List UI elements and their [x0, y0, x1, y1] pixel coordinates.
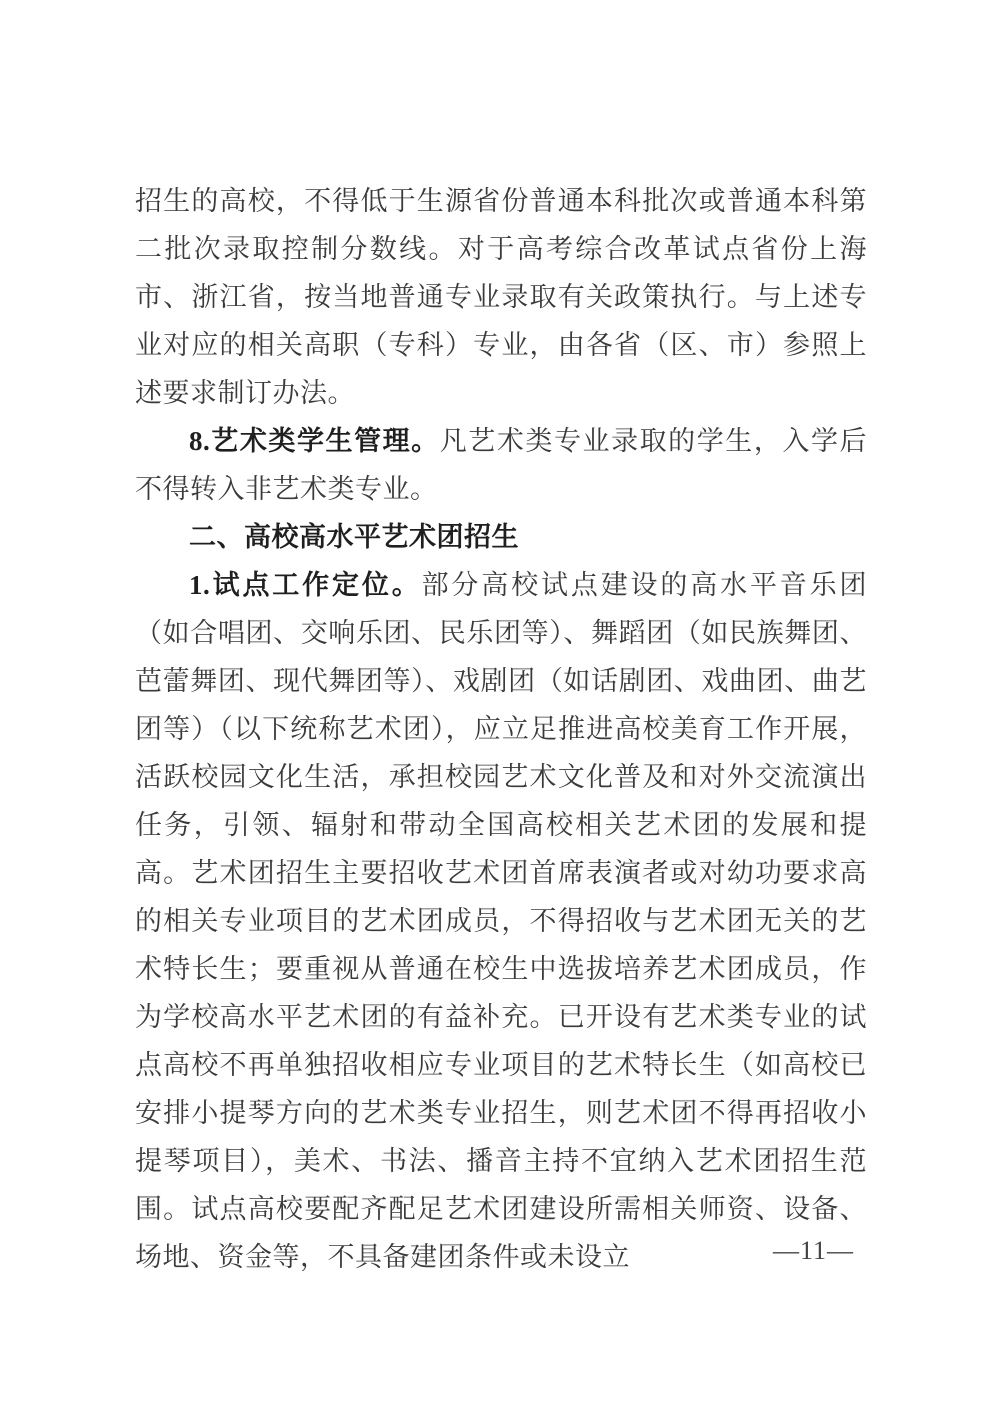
emphasis-text: 8.艺术类学生管理。 — [189, 426, 440, 456]
paragraph — [135, 177, 867, 417]
emphasis-text: 二、高校高水平艺术团招生 — [189, 522, 519, 552]
body-text: 部分高校试点建设的高水平音乐团（如合唱团、交响乐团、民乐团等）、舞蹈团（如民族舞团、芭蕾舞团、现代舞团等）、戏剧团（如话剧团、戏曲团、曲艺团等）（以下统称艺术团），应立足推进高校美育工作开展，活跃校园文化生活，承担校园艺术文化普及和对外交流演出任务，引领、辐射和带动全国高校相关艺术团的发展和提高。艺术团招生主要招收艺术团首席表演者或对幼功要求高的相关专业项目的艺术团成员，不得招收与艺术团无关的艺术特长生；要重视从普通在校生中选拔培养艺术团成员，作为学校高水平艺术团的有益补充。已开设有艺术类专业的试点高校不再单独招收相应专业项目的艺术特长生（如高校已安排小提琴方向的艺术类专业招生，则艺术团不得再招收小提琴项目），美术、书法、播音主持不宜纳入艺术团招生范围。试点高校要配齐配足艺术团建设所需相关师资、设备、场地、资金等，不具备建团条件或未设立 — [135, 570, 868, 1272]
document-body — [135, 177, 867, 1281]
paragraph — [135, 561, 867, 1281]
body-text: 凡艺术类专业录取的学生，入学后不得转入非艺术类专业。 — [135, 426, 868, 504]
paragraph — [135, 417, 867, 513]
page-number: —11— — [772, 1236, 854, 1265]
emphasis-text: 1.试点工作定位。 — [189, 570, 422, 600]
body-text: 招生的高校，不得低于生源省份普通本科批次或普通本科第二批次录取控制分数线。对于高考综合改革试点省份上海市、浙江省，按当地普通专业录取有关政策执行。与上述专业对应的相关高职（专科）专业，由各省（区、市）参照上述要求制订办法。 — [135, 186, 867, 408]
section-heading — [135, 513, 867, 561]
